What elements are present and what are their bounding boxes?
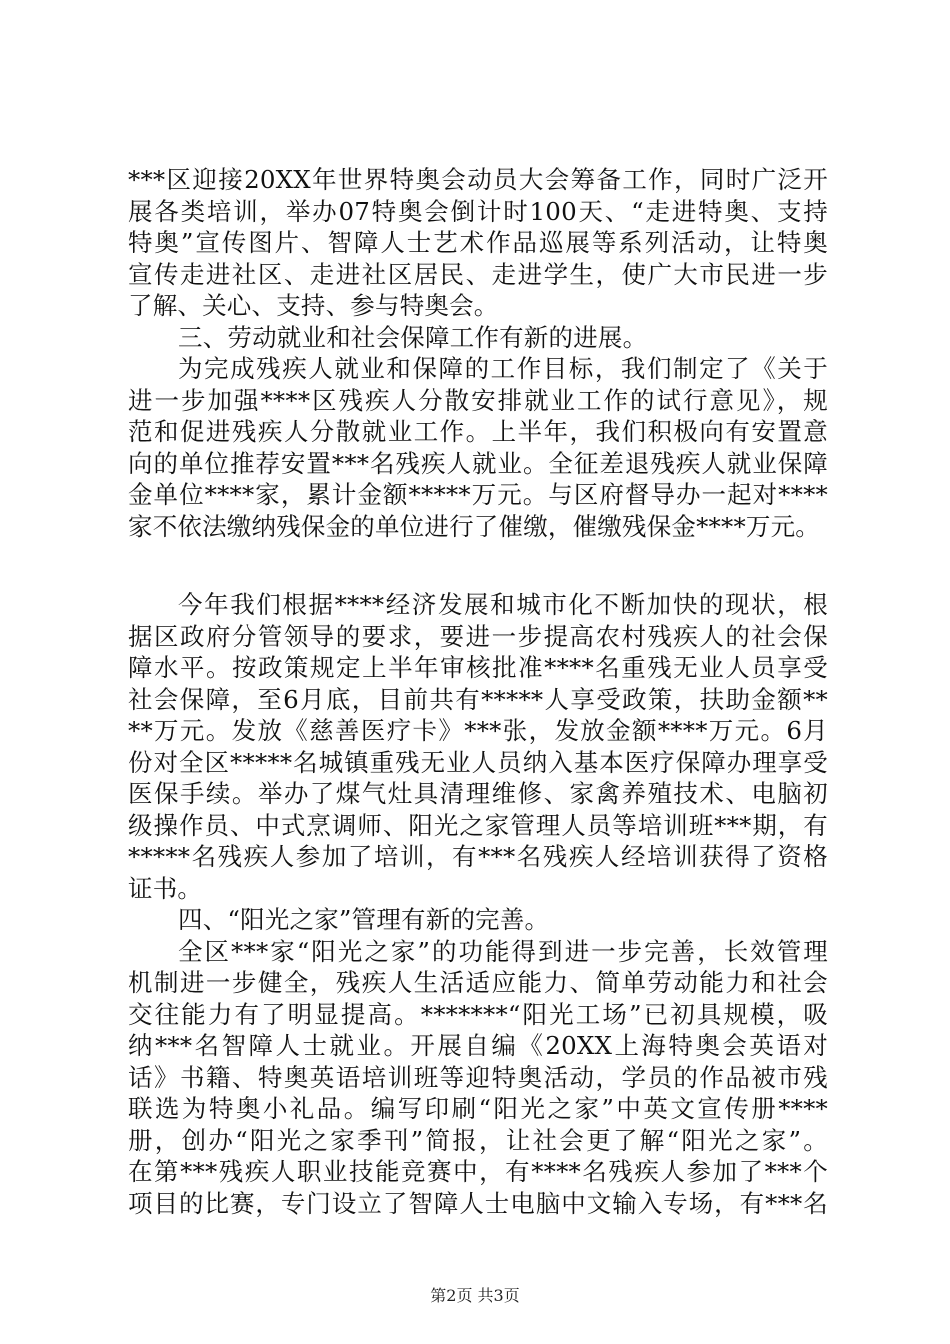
text-line: 向的单位推荐安置***名残疾人就业。全征差退残疾人就业保障 xyxy=(128,448,828,478)
heading-line: 三、劳动就业和社会保障工作有新的进展。 xyxy=(178,322,648,352)
text-line: 证书。 xyxy=(128,873,203,903)
text-line: 了解、关心、支持、参与特奥会。 xyxy=(128,291,499,320)
text-line: 医保手续。举办了煤气灶具清理维修、家禽养殖技术、电脑初 xyxy=(128,779,828,808)
text-line: 据区政府分管领导的要求，要进一步提高农村残疾人的社会保 xyxy=(128,621,828,651)
text-line: 联选为特奥小礼品。编写印刷“阳光之家”中英文宣传册**** xyxy=(128,1094,828,1123)
text-line: 项目的比赛，专门设立了智障人士电脑中文输入专场，有***名 xyxy=(128,1188,828,1218)
paragraph-employment xyxy=(128,353,828,542)
text-line: 册，创办“阳光之家季刊”简报，让社会更了解“阳光之家”。 xyxy=(128,1125,828,1155)
text-line: 特奥”宣传图片、智障人士艺术作品巡展等系列活动，让特奥 xyxy=(128,228,828,257)
page-number-label: 第2页 共3页 xyxy=(430,1286,520,1305)
text-line: **万元。发放《慈善医疗卡》***张，发放金额****万元。6月 xyxy=(128,716,828,745)
heading-line: 四、“阳光之家”管理有新的完善。 xyxy=(178,905,550,934)
text-line: 交往能力有了明显提高。*******“阳光工场”已初具规模，吸 xyxy=(128,999,828,1029)
paragraph-spacer xyxy=(128,542,828,589)
text-line: 机制进一步健全，残疾人生活适应能力、简单劳动能力和社会 xyxy=(128,968,828,997)
page-footer xyxy=(0,1286,950,1306)
text-line: 金单位****家，累计金额*****万元。与区府督导办一起对**** xyxy=(128,480,828,509)
text-line: 进一步加强****区残疾人分散安排就业工作的试行意见》，规 xyxy=(128,385,828,415)
paragraph-continuation xyxy=(128,164,828,322)
text-line: 纳***名智障人士就业。开展自编《20XX上海特奥会英语对 xyxy=(128,1031,828,1060)
text-line: 今年我们根据****经济发展和城市化不断加快的现状，根 xyxy=(178,590,828,619)
text-line: 宣传走进社区、走进社区居民、走进学生，使广大市民进一步 xyxy=(128,259,828,289)
section-heading-4 xyxy=(128,904,828,936)
text-line: 为完成残疾人就业和保障的工作目标，我们制定了《关于 xyxy=(178,354,828,383)
text-line: 家不依法缴纳残保金的单位进行了催缴，催缴残保金****万元。 xyxy=(128,511,820,541)
text-line: 范和促进残疾人分散就业工作。上半年，我们积极向有安置意 xyxy=(128,417,828,446)
paragraph-social-security xyxy=(128,589,828,904)
text-line: 全区***家“阳光之家”的功能得到进一步完善，长效管理 xyxy=(178,936,828,966)
body-text xyxy=(128,164,828,1219)
text-line: *****名残疾人参加了培训，有***名残疾人经培训获得了资格 xyxy=(128,842,828,871)
text-line: 份对全区*****名城镇重残无业人员纳入基本医疗保障办理享受 xyxy=(128,747,828,777)
text-line: 在第***残疾人职业技能竞赛中，有****名残疾人参加了***个 xyxy=(128,1157,828,1186)
text-line: 展各类培训，举办07特奥会倒计时100天、“走进特奥、支持 xyxy=(128,196,828,226)
paragraph-sunshine-home xyxy=(128,936,828,1220)
section-heading-3 xyxy=(128,322,828,354)
text-line: 社会保障，至6月底，目前共有*****人享受政策，扶助金额** xyxy=(128,684,828,714)
text-line: 级操作员、中式烹调师、阳光之家管理人员等培训班***期，有 xyxy=(128,810,828,840)
text-line: ***区迎接20XX年世界特奥会动员大会筹备工作，同时广泛开 xyxy=(128,165,828,194)
text-line: 障水平。按政策规定上半年审核批准****名重残无业人员享受 xyxy=(128,653,828,682)
text-line: 话》书籍、特奥英语培训班等迎特奥活动，学员的作品被市残 xyxy=(128,1062,828,1092)
